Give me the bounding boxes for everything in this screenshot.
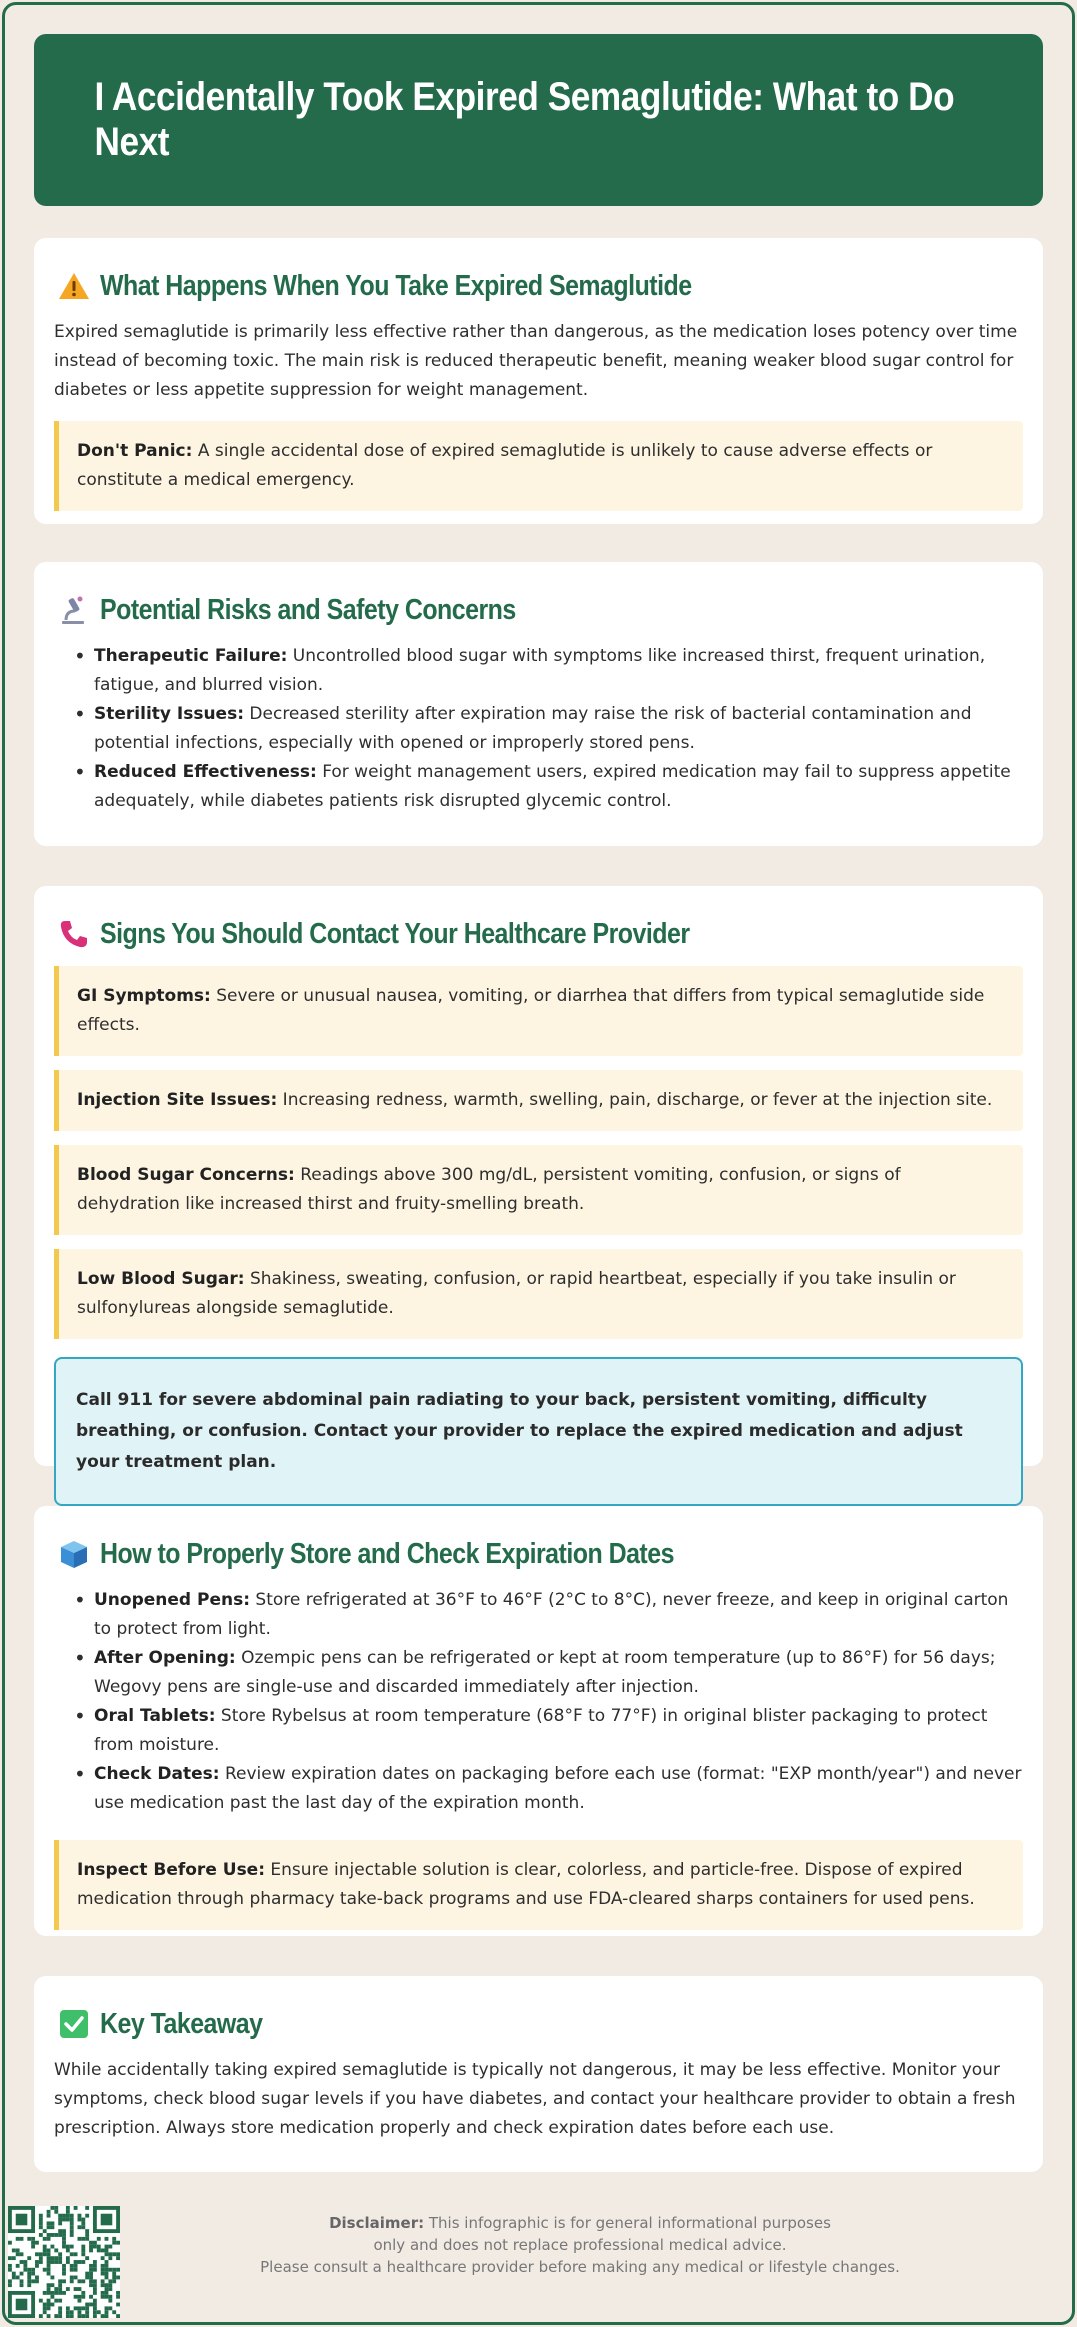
- list-item: [74, 1586, 1023, 1644]
- callout-label: Blood Sugar Concerns:: [77, 1165, 295, 1185]
- page-title: I Accidentally Took Expired Semaglutide: What to Do Next: [94, 75, 955, 164]
- disclaimer-line: only and does not replace professional medical advice.: [373, 2236, 787, 2254]
- page-header: [34, 34, 1043, 206]
- callout-text: A single accidental dose of expired semaglutide is unlikely to cause adverse effects or constitute a medical emergency.: [77, 441, 933, 490]
- item-label: Check Dates:: [94, 1764, 220, 1784]
- disclaimer-line: Please consult a healthcare provider before making any medical or lifestyle changes.: [260, 2258, 900, 2276]
- item-text: Ozempic pens can be refrigerated or kept at room temperature (up to 86°F) for 56 days; Wegovy pens are single-use and discarded immediately after injection.: [94, 1648, 996, 1697]
- callout-text: Shakiness, sweating, confusion, or rapid heartbeat, especially if you take insulin or sulfonylureas alongside semaglutide.: [77, 1269, 956, 1318]
- section-risks: [34, 562, 1043, 846]
- item-text: For weight management users, expired medication may fail to suppress appetite adequately, while diabetes patients risk disrupted glycemic control.: [94, 762, 1011, 811]
- section-heading: Key Takeaway: [100, 2007, 263, 2040]
- section-heading: Potential Risks and Safety Concerns: [100, 593, 516, 626]
- callout-text: Severe or unusual nausea, vomiting, or diarrhea that differs from typical semaglutide side effects.: [77, 986, 985, 1035]
- section-title-row: [54, 2002, 1023, 2046]
- callout-label: Don't Panic:: [77, 441, 193, 461]
- microscope-icon: [58, 592, 98, 628]
- item-label: Unopened Pens:: [94, 1590, 251, 1610]
- item-text: Decreased sterility after expiration may raise the risk of bacterial contamination and potential infections, especially with opened or improperly stored pens.: [94, 704, 972, 753]
- section-what-happens: [34, 238, 1043, 524]
- callout-text: Ensure injectable solution is clear, colorless, and particle-free. Dispose of expired medication through pharmacy take-back programs and use FDA-cleared sharps containers for used pens.: [77, 1860, 975, 1909]
- item-text: Review expiration dates on packaging before each use (format: "EXP month/year") and never use medication past the last day of the expiration month.: [94, 1764, 1022, 1813]
- item-label: Therapeutic Failure:: [94, 646, 288, 666]
- qr-code: [8, 2206, 120, 2318]
- section-title-row: [54, 912, 1023, 956]
- list-item: [74, 1760, 1023, 1818]
- section-key-takeaway: [34, 1976, 1043, 2172]
- section-title-row: [54, 1532, 1023, 1576]
- phone-icon: [58, 916, 98, 952]
- warning-icon: [58, 268, 98, 304]
- section-body: Expired semaglutide is primarily less effective rather than dangerous, as the medication loses potency over time instead of becoming toxic. The main risk is reduced therapeutic benefit, meaning weaker blood sugar control for diabetes or less appetite suppression for weight management.: [54, 322, 1018, 400]
- callout-label: Injection Site Issues:: [77, 1090, 278, 1110]
- section-contact-provider: [34, 886, 1043, 1472]
- section-title-row: [54, 264, 1023, 308]
- item-text: Store Rybelsus at room temperature (68°F to 77°F) in original blister packaging to protect from moisture.: [94, 1706, 988, 1755]
- box-icon: [58, 1536, 98, 1572]
- callout-label: Low Blood Sugar:: [77, 1269, 245, 1289]
- section-heading: What Happens When You Take Expired Semaglutide: [100, 269, 692, 302]
- callout-label: Inspect Before Use:: [77, 1860, 266, 1880]
- item-text: Store refrigerated at 36°F to 46°F (2°C to 8°C), never freeze, and keep in original carton to protect from light.: [94, 1590, 1009, 1639]
- injection-site-callout: [54, 1070, 1023, 1131]
- item-label: Sterility Issues:: [94, 704, 245, 724]
- callout-text: Increasing redness, warmth, swelling, pain, discharge, or fever at the injection site.: [277, 1090, 993, 1110]
- list-item: [74, 1644, 1023, 1702]
- list-item: [74, 758, 1023, 816]
- section-storage: [34, 1506, 1043, 1936]
- blood-sugar-callout: [54, 1145, 1023, 1235]
- section-heading: Signs You Should Contact Your Healthcare Provider: [100, 917, 690, 950]
- list-item: [74, 642, 1023, 700]
- low-blood-sugar-callout: [54, 1249, 1023, 1339]
- section-title-row: [54, 588, 1023, 632]
- risk-list: [54, 642, 1023, 816]
- section-heading: How to Properly Store and Check Expiration Dates: [100, 1537, 674, 1570]
- dont-panic-callout: [54, 421, 1023, 511]
- inspect-callout: [54, 1840, 1023, 1930]
- item-label: Oral Tablets:: [94, 1706, 216, 1726]
- gi-symptoms-callout: [54, 966, 1023, 1056]
- emergency-alert: Call 911 for severe abdominal pain radiating to your back, persistent vomiting, difficulty breathing, or confusion. Contact your provider to replace the expired medication and adjust your treatment plan.: [54, 1357, 1023, 1506]
- item-label: After Opening:: [94, 1648, 236, 1668]
- callout-text: Readings above 300 mg/dL, persistent vomiting, confusion, or signs of dehydration like increased thirst and fruity-smelling breath.: [77, 1165, 901, 1214]
- section-body: While accidentally taking expired semaglutide is typically not dangerous, it may be less effective. Monitor your symptoms, check blood sugar levels if you have diabetes, and contact your healthcare provider to obtain a fresh prescription. Always store medication properly and check expiration dates before each use.: [54, 2060, 1016, 2138]
- check-icon: [58, 2006, 98, 2042]
- item-label: Reduced Effectiveness:: [94, 762, 317, 782]
- callout-label: GI Symptoms:: [77, 986, 211, 1006]
- disclaimer: [200, 2212, 960, 2278]
- storage-list: [54, 1586, 1023, 1818]
- list-item: [74, 700, 1023, 758]
- disclaimer-label: Disclaimer:: [329, 2214, 425, 2232]
- item-text: Uncontrolled blood sugar with symptoms like increased thirst, frequent urination, fatigue, and blurred vision.: [94, 646, 986, 695]
- disclaimer-line: This infographic is for general informational purposes: [424, 2214, 831, 2232]
- list-item: [74, 1702, 1023, 1760]
